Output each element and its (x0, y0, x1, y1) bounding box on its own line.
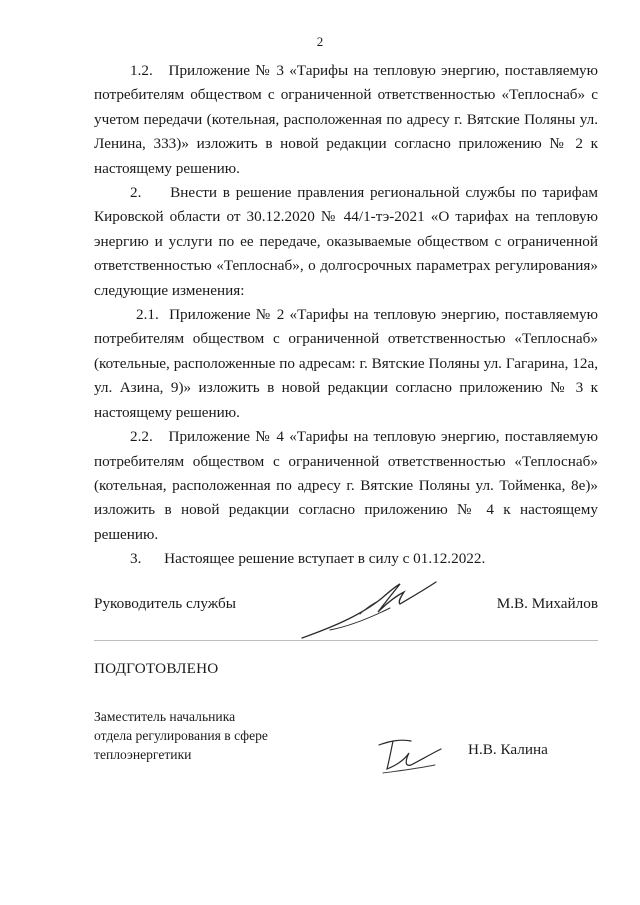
paragraph-2: 2. Внести в решение правления региональной службы по тарифам Кировской области от 30.12.2020 № 44/1-тэ-2021 «О тарифах на тепловую энергию и услуги по ее передаче, оказываемые обществом с ограниченной ответственностью «Теплоснаб», о долгосрочных параметрах регулирования» следующие изменения: (94, 184, 598, 299)
paragraph-2-2: 2.2. Приложение № 4 «Тарифы на тепловую энергию, поставляемую потребителям обществом с ограниченной ответственностью «Теплоснаб» (котельная, расположенная по адресу г. Вятские Поляны ул. Тойменка, 8е)» изложить в новой редакции согласно приложению № 4 к настоящему решению. (94, 428, 598, 543)
paragraph-1-2: 1.2. Приложение № 3 «Тарифы на тепловую энергию, поставляемую потребителям обществом с ограниченной ответственностью «Теплоснаб» с учетом передачи (котельная, расположенная по адресу г. Вятские Поляны ул. Ленина, 333)» изложить в новой редакции согласно приложению № 2 к настоящему решению. (94, 62, 598, 177)
deputy-position-line-3: теплоэнергетики (94, 747, 192, 762)
decision-body (94, 59, 598, 572)
paragraph-2-1: 2.1. Приложение № 2 «Тарифы на тепловую энергию, поставляемую потребителям обществом с ограниченной ответственностью «Теплоснаб» (котельные, расположенные по адресам: г. Вятские Поляны ул. Гагарина, 12а, ул. Азина, 9)» изложить в новой редакции согласно приложению № 3 к настоящему решению. (94, 306, 598, 421)
head-position: Руководитель службы (94, 595, 236, 612)
deputy-handwritten-signature (375, 735, 445, 775)
prepared-heading: ПОДГОТОВЛЕНО (94, 660, 219, 677)
deputy-position (94, 707, 268, 764)
deputy-position-line-2: отдела регулирования в сфере (94, 728, 268, 743)
deputy-position-line-1: Заместитель начальника (94, 709, 236, 724)
head-name: М.В. Михайлов (496, 595, 598, 612)
signature-divider (94, 640, 598, 641)
paragraph-3: 3. Настоящее решение вступает в силу с 01.12.2022. (130, 550, 486, 568)
head-handwritten-signature (300, 578, 440, 642)
deputy-name: Н.В. Калина (468, 741, 548, 758)
page-number: 2 (316, 34, 324, 49)
